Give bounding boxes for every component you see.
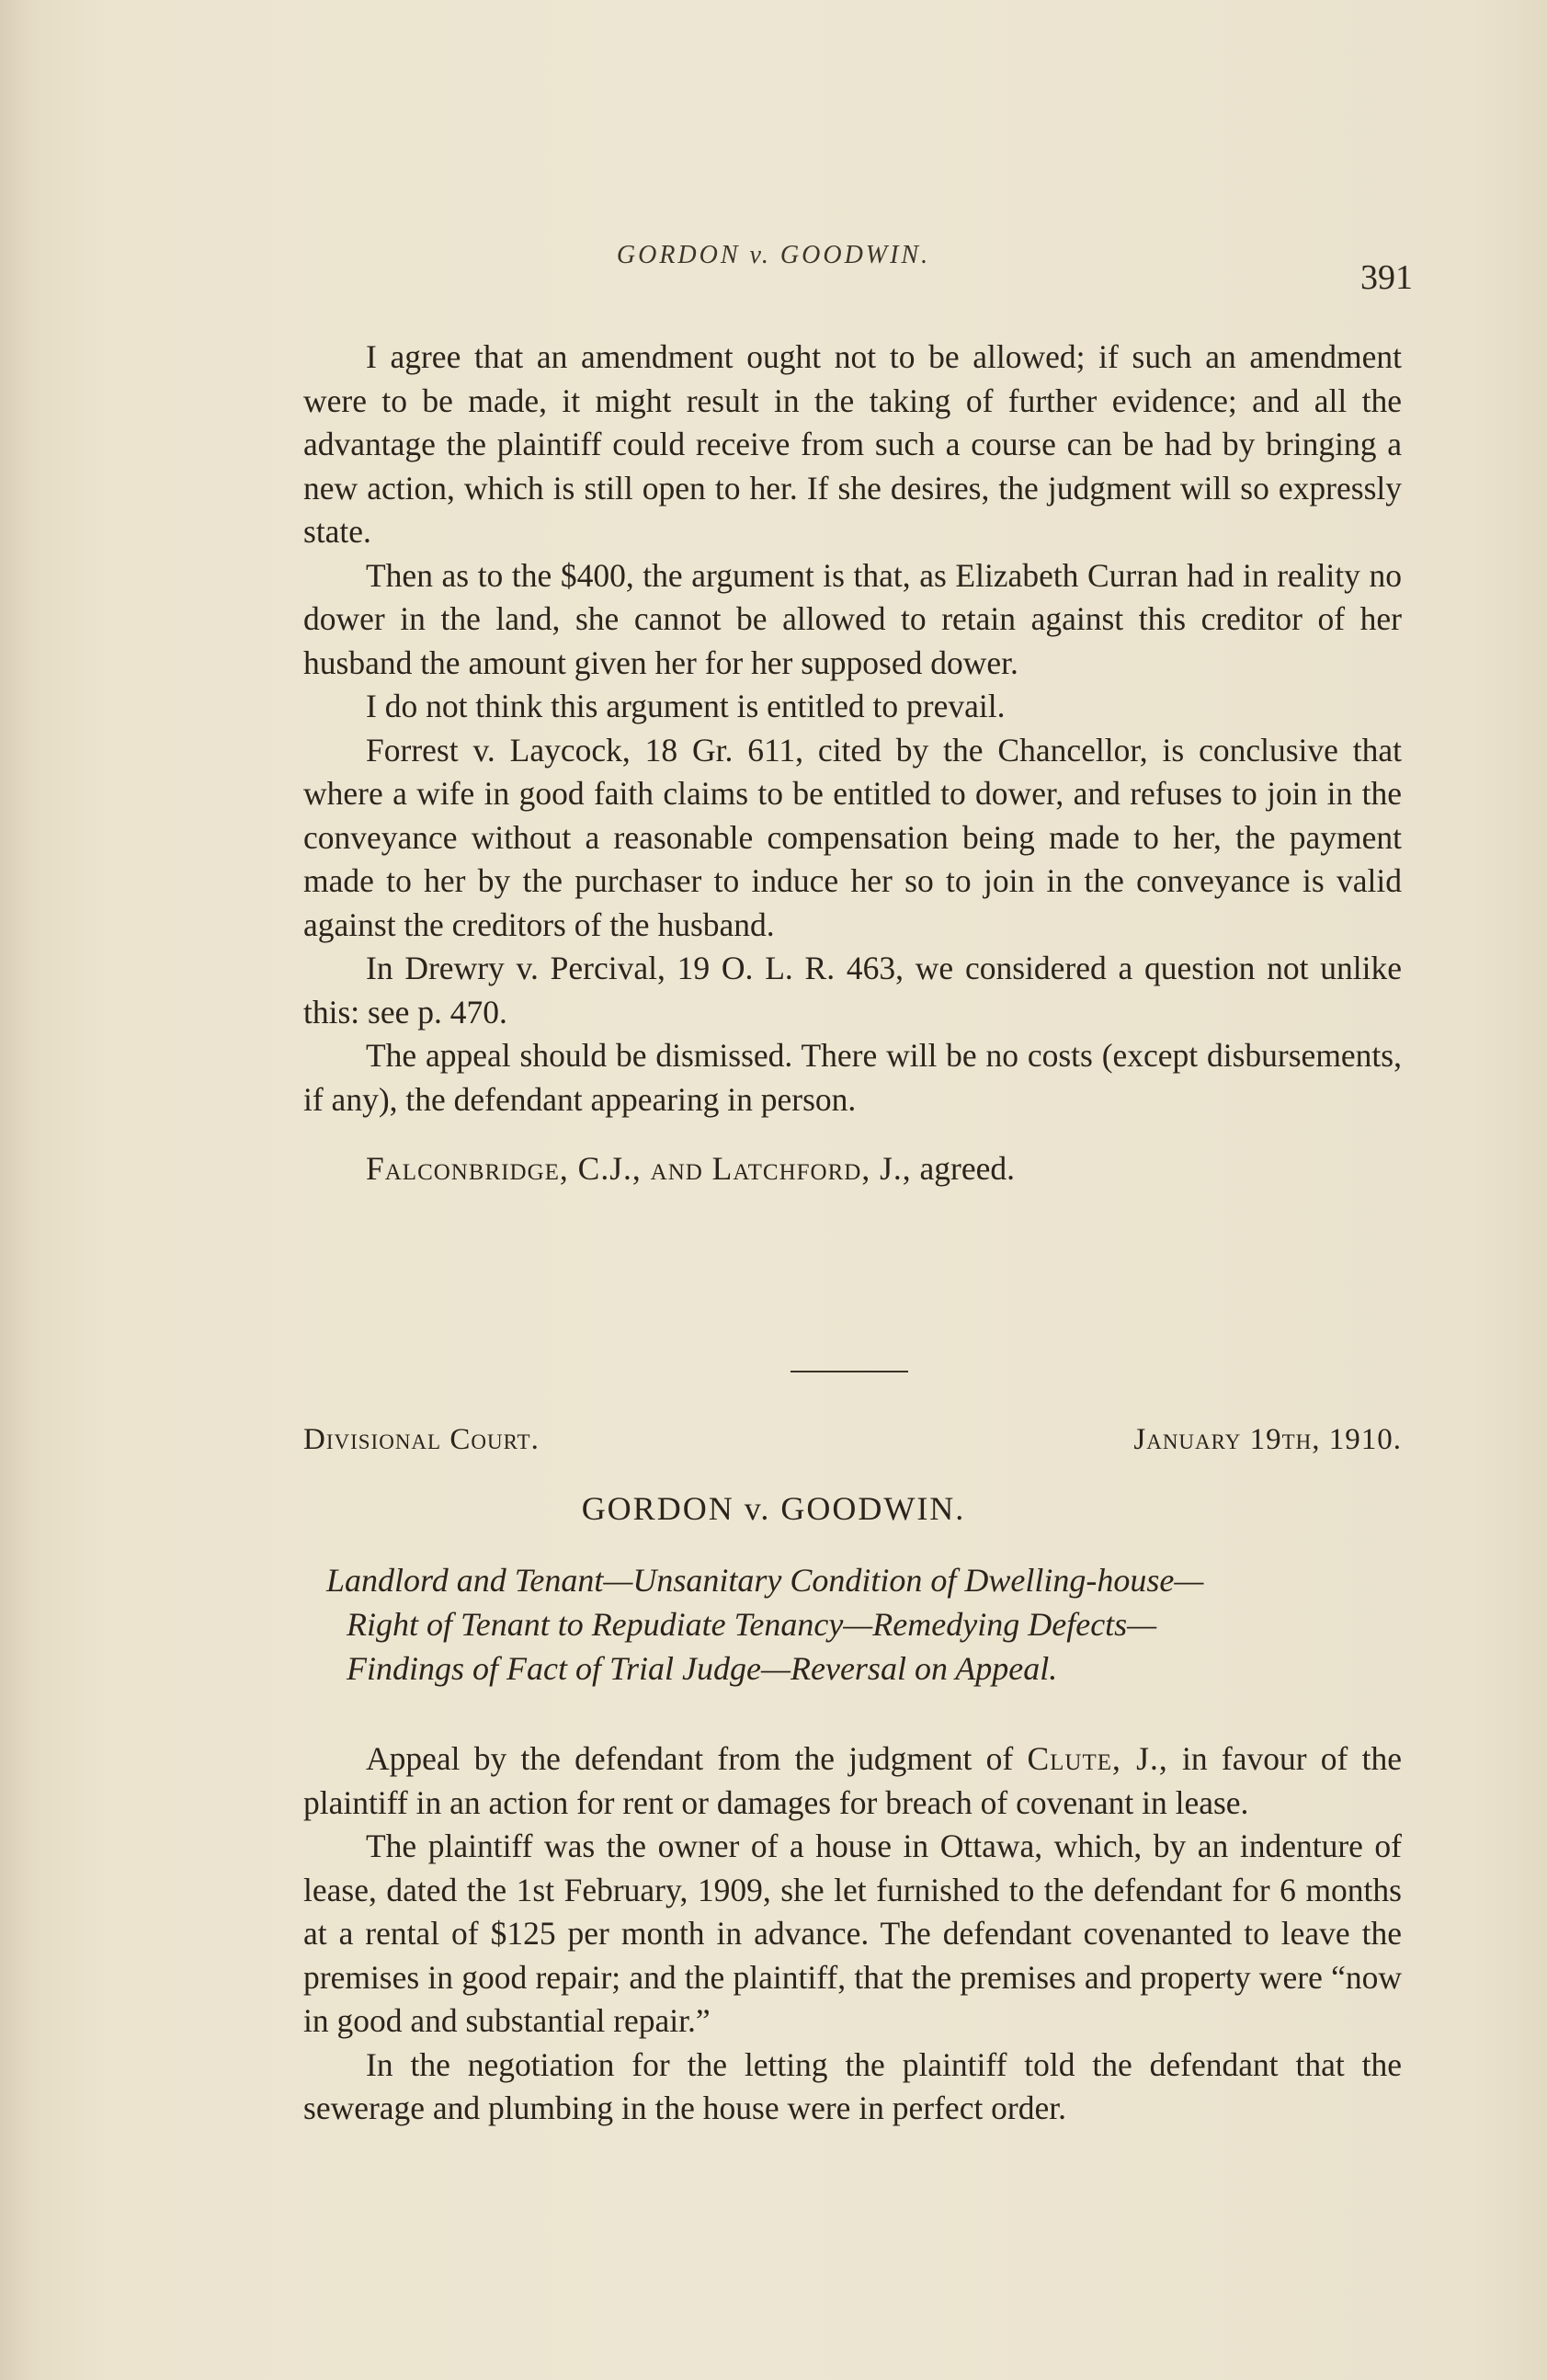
paragraph: In Drewry v. Percival, 19 O. L. R. 463, we considered a question not unlike this: see p. 470. [303,950,1402,1031]
case-text [303,1737,1402,2131]
paragraph: Then as to the $400, the argument is that, as Elizabeth Curran had in reality no dower in the land, she cannot be allowed to retain against this creditor of her husband the amount given her for her supposed dower. [303,556,1402,681]
appeal-intro: Appeal by the defendant from the judgment of [366,1740,1014,1777]
paragraph: Forrest v. Laycock, 18 Gr. 611, cited by the Chancellor, is conclusive that where a wife in good faith claims to be entitled to dower, and refuses to join in the conveyance without a reasonable compensation being made to her, the payment made to her by the purchaser to induce her so to join in the conveyance is valid against the creditors of the husband. [303,731,1402,943]
headnote [326,1558,1402,1691]
agreed-line [303,1147,1402,1191]
section-divider [791,1371,908,1372]
trial-judge: Clute, J., [1027,1740,1168,1777]
page-number: 391 [1360,258,1413,297]
headnote-line: Findings of Fact of Trial Judge—Reversal on Appeal. [347,1650,1058,1687]
paragraph: In the negotiation for the letting the plaintiff told the defendant that the sewerage and plumbing in the house were in perfect order. [303,2045,1402,2126]
paragraph [303,1737,1402,1825]
agreed-judges: Falconbridge, C.J., and Latchford, J., [366,1150,912,1187]
court-date-line [303,1423,1402,1457]
case-title: GORDON v. GOODWIN. [581,1490,966,1527]
headnote-line: Right of Tenant to Repudiate Tenancy—Remedying Defects— [347,1606,1157,1643]
paragraph: I do not think this argument is entitled to prevail. [366,688,1006,724]
running-head: GORDON v. GOODWIN. [616,241,931,269]
paragraph: The plaintiff was the owner of a house in Ottawa, which, by an indenture of lease, dated the 1st February, 1909, she let furnished to the defendant for 6 months at a rental of $125 per month in advance. The defendant covenanted to leave the premises in good repair; and the plaintiff, that the premises and property were “now in good and substantial repair.” [303,1828,1402,2039]
headnote-line: Landlord and Tenant—Unsanitary Condition of Dwelling-house— [326,1562,1204,1599]
agreed-word: agreed. [919,1150,1016,1187]
paragraph: I agree that an amendment ought not to be allowed; if such an amendment were to be made, it might result in the taking of further evidence; and all the advantage the plaintiff could receive from such a course can be had by bringing a new action, which is still open to her. If she desires, the judgment will so expressly state. [303,338,1402,550]
appeal-rest: in favour of the plaintiff in an action for rent or damages for breach of covenant in lease. [303,1740,1402,1821]
decision-date: January 19th, 1910. [1133,1423,1402,1456]
court-name: Divisional Court. [303,1423,540,1456]
judgment-text [303,336,1402,1191]
paragraph: The appeal should be dismissed. There will be no costs (except disbursements, if any), the defendant appearing in person. [303,1037,1402,1118]
